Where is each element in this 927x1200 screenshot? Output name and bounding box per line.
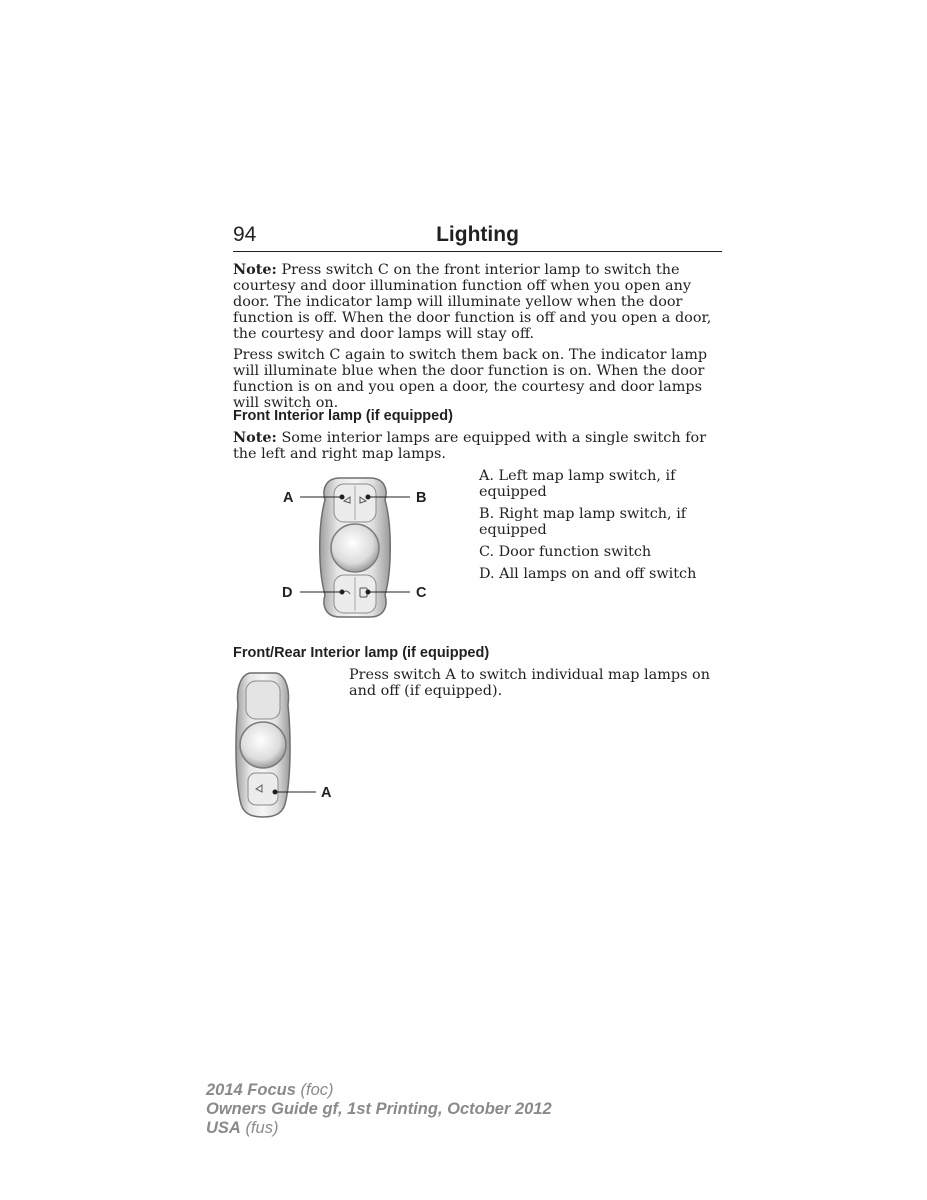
- footer-market-line: [206, 1119, 552, 1138]
- footer-guide: Owners Guide gf, 1st Printing, October 2012: [206, 1100, 552, 1118]
- front-interior-note: [233, 430, 722, 462]
- legend-item-d: D. All lamps on and off switch: [479, 566, 697, 582]
- intro-note-label: Note:: [233, 261, 277, 278]
- footer-model-code: (foc): [300, 1081, 334, 1099]
- front-interior-heading: Front Interior lamp (if equipped): [233, 408, 453, 424]
- callout-b: B: [416, 490, 427, 506]
- footer-model: 2014 Focus: [206, 1081, 296, 1099]
- callout-a: A: [283, 490, 294, 506]
- front-rear-interior-description: Press switch A to switch individual map lamps on and off (if equipped).: [349, 667, 710, 699]
- callout-c: C: [416, 585, 427, 601]
- page-number: 94: [233, 223, 257, 246]
- center-lamp-knob: [331, 524, 379, 572]
- intro-paragraph: Press switch C again to switch them back on. The indicator lamp will illuminate blue when the door function is on. When the door function is on and you open a door, the courtesy and door lamps will switch on.: [233, 347, 708, 411]
- intro-note: [233, 262, 722, 342]
- footer-model-line: [206, 1081, 552, 1100]
- header-rule: [233, 251, 722, 252]
- footer-market-code: (fus): [245, 1119, 279, 1137]
- front-interior-note-text: Some interior lamps are equipped with a single switch for the left and right map lamps.: [233, 430, 707, 462]
- footer-market: USA: [206, 1119, 241, 1137]
- section-title: Lighting: [436, 223, 519, 246]
- front-interior-note-label: Note:: [233, 429, 277, 446]
- intro-note-text: Press switch C on the front interior lamp to switch the courtesy and door illumination function off when you open any door. The indicator lamp will illuminate yellow when the door function is off. When the door function is off and you open a door, the courtesy and door lamps will stay off.: [233, 262, 712, 342]
- rear-top-pad: [246, 681, 280, 719]
- legend-item-c: C. Door function switch: [479, 544, 652, 560]
- callout-d: D: [282, 585, 293, 601]
- legend-item-b: B. Right map lamp switch, if equipped: [479, 506, 687, 538]
- footer: [206, 1081, 552, 1138]
- rear-center-knob: [240, 722, 286, 768]
- legend-item-a: A. Left map lamp switch, if equipped: [479, 468, 676, 500]
- front-interior-lamp-illustration: [270, 470, 440, 625]
- callout-a-rear: A: [321, 785, 332, 801]
- front-rear-interior-lamp-illustration: [228, 665, 348, 823]
- front-rear-interior-heading: Front/Rear Interior lamp (if equipped): [233, 645, 490, 661]
- rear-bottom-pad: [248, 773, 278, 805]
